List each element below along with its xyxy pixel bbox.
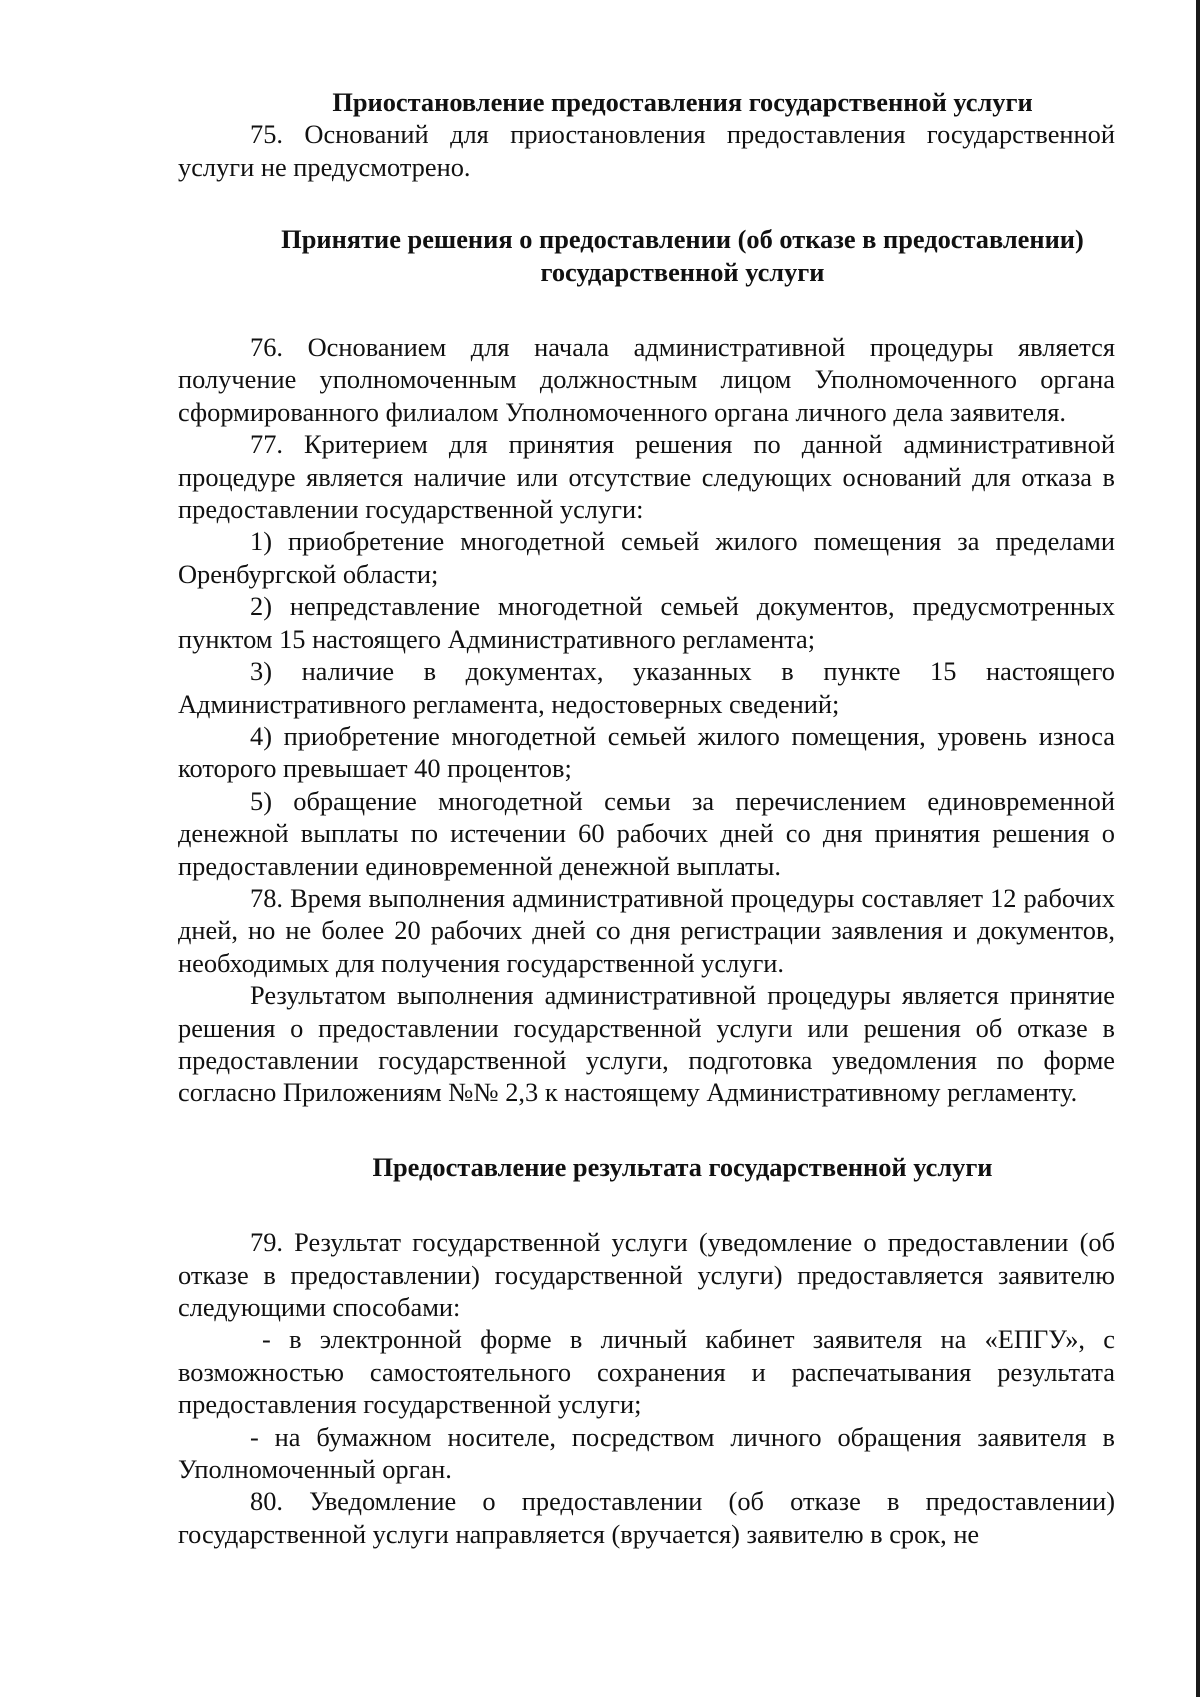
paragraph-75: 75. Оснований для приостановления предоставления государственной услуги не предусмотрено. <box>178 119 1115 182</box>
section-heading-result-delivery: Предоставление результата государственной услуги <box>372 1151 993 1182</box>
section-heading-suspension: Приостановление предоставления государственной услуги <box>332 87 1033 117</box>
paragraph-77: 77. Критерием для принятия решения по данной административной процедуре является наличие или отсутствие следующих оснований для отказа в предоставлении государственной услуги: <box>178 429 1115 525</box>
list-item-5: 5) обращение многодетной семьи за перечислением единовременной денежной выплаты по истечении 60 рабочих дней со дня принятия решения о предоставлении единовременной денежной выплаты. <box>178 785 1115 881</box>
list-item-3: 3) наличие в документах, указанных в пункте 15 настоящего Административного регламента, недостоверных сведений; <box>178 656 1115 719</box>
paragraph-80: 80. Уведомление о предоставлении (об отказе в предоставлении) государственной услуги направляется (вручается) заявителю в срок, не <box>178 1486 1115 1549</box>
scan-edge <box>1196 0 1200 1697</box>
paragraph-76: 76. Основанием для начала административной процедуры является получение уполномоченным должностным лицом Уполномоченного органа сформированного филиалом Уполномоченного органа личного дела заявителя. <box>178 332 1115 427</box>
section-heading-decision: Принятие решения о предоставлении (об отказе в предоставлении) государственной услуги <box>281 224 1084 287</box>
list-item-electronic: - в электронной форме в личный кабинет заявителя на «ЕПГУ», с возможностью самостоятельного сохранения и распечатывания результата предоставления государственной услуги; <box>178 1324 1115 1420</box>
paragraph-result: Результатом выполнения административной процедуры является принятие решения о предоставлении государственной услуги или решения об отказе в предоставлении государственной услуги, подготовка уведомления по форме согласно Приложениям №№ 2,3 к настоящему Административному регламенту. <box>178 980 1115 1108</box>
document-body <box>178 86 1115 1550</box>
paragraph-79: 79. Результат государственной услуги (уведомление о предоставлении (об отказе в предоставлении) государственной услуги) предоставляется заявителю следующими способами: <box>178 1227 1115 1322</box>
list-item-1: 1) приобретение многодетной семьей жилого помещения за пределами Оренбургской области; <box>178 526 1115 589</box>
list-item-2: 2) непредставление многодетной семьей документов, предусмотренных пунктом 15 настоящего Административного регламента; <box>178 591 1115 654</box>
list-item-4: 4) приобретение многодетной семьей жилого помещения, уровень износа которого превышает 40 процентов; <box>178 720 1115 784</box>
paragraph-78: 78. Время выполнения административной процедуры составляет 12 рабочих дней, но не более 20 рабочих дней со дня регистрации заявления и документов, необходимых для получения государственной услуги. <box>178 882 1115 978</box>
list-item-paper: - на бумажном носителе, посредством личного обращения заявителя в Уполномоченный орган. <box>178 1421 1115 1485</box>
